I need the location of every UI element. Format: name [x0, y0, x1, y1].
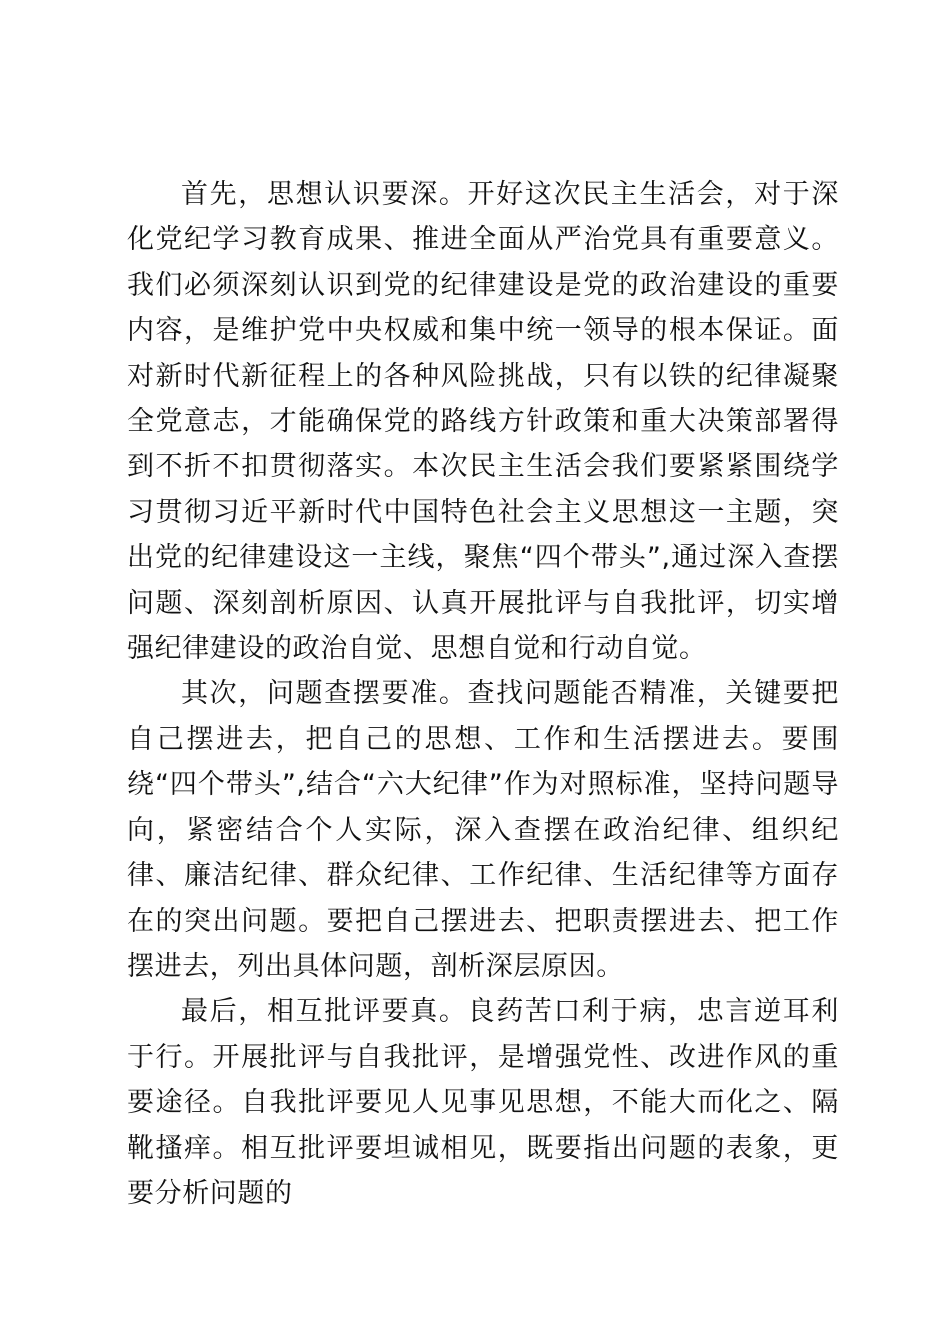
paragraph-first: 首先，思想认识要深。开好这次民主生活会，对于深化党纪学习教育成果、推进全面从严治党具有重要意义。我们必须深刻认识到党的纪律建设是党的政治建设的重要内容，是维护党中央权威和集中统一领导的根本保证。面对新时代新征程上的各种风险挑战，只有以铁的纪律凝聚全党意志，才能确保党的路线方针政策和重大决策部署得到不折不扣贯彻落实。本次民主生活会我们要紧紧围绕学习贯彻习近平新时代中国特色社会主义思想这一主题，突出党的纪律建设这一主线，聚焦“四个带头”,通过深入查摆问题、深刻剖析原因、认真开展批评与自我批评，切实增强纪律建设的政治自觉、思想自觉和行动自觉。	[127, 179, 839, 665]
paragraph-last: 最后，相互批评要真。良药苦口利于病，忠言逆耳利于行。开展批评与自我批评，是增强党性、改进作风的重要途径。自我批评要见人见事见思想，不能大而化之、隔靴搔痒。相互批评要坦诚相见，既要指出问题的表象，更要分析问题的	[127, 996, 839, 1209]
document-body	[127, 172, 839, 1216]
paragraph-second: 其次，问题查摆要准。查找问题能否精准，关键要把自己摆进去，把自己的思想、工作和生活摆进去。要围绕“四个带头”,结合“六大纪律”作为对照标准，坚持问题导向，紧密结合个人实际，深入查摆在政治纪律、组织纪律、廉洁纪律、群众纪律、工作纪律、生活纪律等方面存在的突出问题。要把自己摆进去、把职责摆进去、把工作摆进去，列出具体问题，剖析深层原因。	[127, 678, 839, 982]
